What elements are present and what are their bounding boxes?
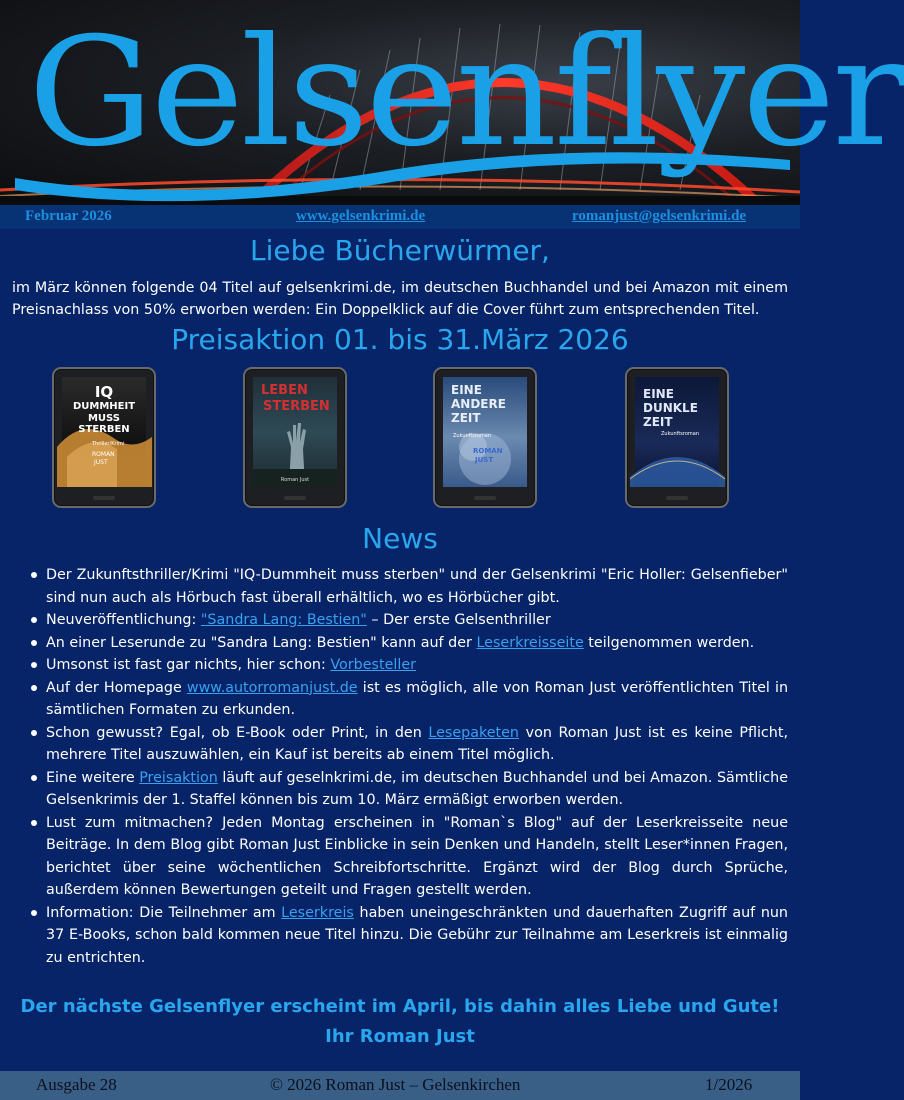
masthead-title: Gelsenflyer [28, 6, 904, 180]
lesepakete-link[interactable]: Lesepaketen [428, 724, 519, 741]
info-strip [0, 205, 800, 229]
cover-author: Roman Just [280, 477, 310, 483]
cover-title-2: STERBEN [263, 399, 330, 414]
email-link[interactable]: romanjust@gelsenkrimi.de [572, 208, 747, 224]
cover-title-2: DUNKLE [643, 401, 698, 415]
footer [0, 1071, 800, 1100]
signature: Ihr Roman Just [325, 1026, 475, 1047]
closing-line: Der nächste Gelsenflyer erscheint im April, bis dahin alles Liebe und Gute! [20, 996, 780, 1017]
vorbesteller-link[interactable]: Vorbesteller [330, 657, 417, 673]
news-item: Lust zum mitmachen? Jeden Montag erscheinen in "Roman`s Blog" auf der Leserkreisseite neue Beiträge. In dem Blog gibt Roman Just Einblicke in sein Denken und Handeln, stellt Leser*innen Fragen, berichtet über seine wöchentlichen Schreibfortschritte. Ergänzt wird der Blog durch Sprüche, außerdem können Bewertungen geteilt und Fragen gestellt werden. [46, 812, 788, 902]
footer-issue: Ausgabe 28 [36, 1075, 117, 1094]
news-item: Schon gewusst? Egal, ob E-Book oder Print, in den Lesepaketen von Roman Just ist es keine Pflicht, mehrere Titel auszuwählen, ein Kauf ist bereits ab einem Titel möglich. [46, 722, 788, 767]
book-cover-andere-zeit[interactable] [433, 367, 537, 508]
reader-button [474, 496, 496, 500]
news-item: An einer Leserunde zu "Sandra Lang: Bestien" kann auf der Leserkreisseite teilgenommen werden. [46, 632, 788, 655]
cover-title-3: MUSS STERBEN [78, 413, 130, 435]
cover-author-2: JUST [475, 456, 494, 464]
cover-title-1: EINE [451, 383, 482, 397]
news-item: Information: Die Teilnehmer am Leserkreis haben uneingeschränkten und dauerhaften Zugriff auf nun 37 E-Books, schon bald kommen neue Titel hinzu. Die Gebühr zur Teilnahme am Leserkreis ist einmalig zu entrichten. [46, 902, 788, 970]
news-item: Auf der Homepage www.autorromanjust.de ist es möglich, alle von Roman Just veröffentlichten Titel in sämtlichen Formaten zu erkunden. [46, 677, 788, 722]
cover-title-3: ZEIT [451, 411, 481, 425]
cover-genre: Zukunftsroman [661, 431, 700, 437]
sandra-lang-link[interactable]: "Sandra Lang: Bestien" [200, 612, 367, 628]
footer-copyright: © 2026 Roman Just – Gelsenkirchen [270, 1075, 521, 1094]
footer-page: 1/2026 [705, 1075, 753, 1094]
website-link[interactable]: www.gelsenkrimi.de [296, 208, 426, 224]
cover-title-1: EINE [643, 387, 674, 401]
news-title: News [362, 522, 438, 555]
leserkreisseite-link[interactable]: Leserkreisseite [476, 634, 584, 651]
greeting-title: Liebe Bücherwürmer, [250, 234, 550, 267]
cover-title-3: ZEIT [643, 415, 673, 429]
promo-title: Preisaktion 01. bis 31.März 2026 [171, 323, 629, 356]
news-list [0, 564, 800, 969]
news-item: Eine weitere Preisaktion läuft auf geselnkrimi.de, im deutschen Buchhandel und bei Amazon. Sämtliche Gelsenkrimis der 1. Staffel können bis zum 10. März ermäßigt erworben werden. [46, 767, 788, 812]
preisaktion-link[interactable]: Preisaktion [139, 769, 218, 786]
greeting-text: im März können folgende 04 Titel auf gelsenkrimi.de, im deutschen Buchhandel und bei Amazon mit einem Preisnachlass von 50% erworben werden: Ein Doppelklick auf die Cover führt zum entsprechenden Titel. [12, 280, 788, 318]
reader-button [284, 496, 306, 500]
cover-title-2: DUMMHEIT [72, 401, 136, 412]
news-item: Der Zukunftsthriller/Krimi "IQ-Dummheit muss sterben" und der Gelsenkrimi "Eric Holler: Gelsenfieber" sind nun auch als Hörbuch fast überall erhältlich, wo es Hörbücher gibt. [46, 564, 788, 609]
cover-author-1: ROMAN [473, 447, 503, 455]
leserkreis-link[interactable]: Leserkreis [281, 904, 354, 921]
issue-date: Februar 2026 [25, 208, 112, 224]
cover-title-1: LEBEN [261, 383, 308, 398]
cover-genre: Thriller/Krimi [92, 441, 125, 447]
cover-title-2: ANDERE [451, 397, 506, 411]
news-item: Umsonst ist fast gar nichts, hier schon: Vorbesteller [46, 654, 788, 677]
book-cover-leben-sterben[interactable] [243, 367, 347, 508]
news-item: Neuveröffentlichung: "Sandra Lang: Bestien" – Der erste Gelsenthriller [46, 609, 788, 632]
book-cover-iq[interactable] [52, 367, 156, 508]
book-cover-dunkle-zeit[interactable] [625, 367, 729, 508]
reader-button [93, 496, 115, 500]
cover-genre: Zukunftsroman [453, 433, 492, 439]
reader-button [666, 496, 688, 500]
cover-title-1: IQ [94, 383, 114, 401]
cover-author-2: JUST [94, 459, 108, 466]
cover-author-1: ROMAN [92, 451, 115, 458]
homepage-link[interactable]: www.autorromanjust.de [186, 679, 358, 696]
header-banner [0, 0, 904, 205]
